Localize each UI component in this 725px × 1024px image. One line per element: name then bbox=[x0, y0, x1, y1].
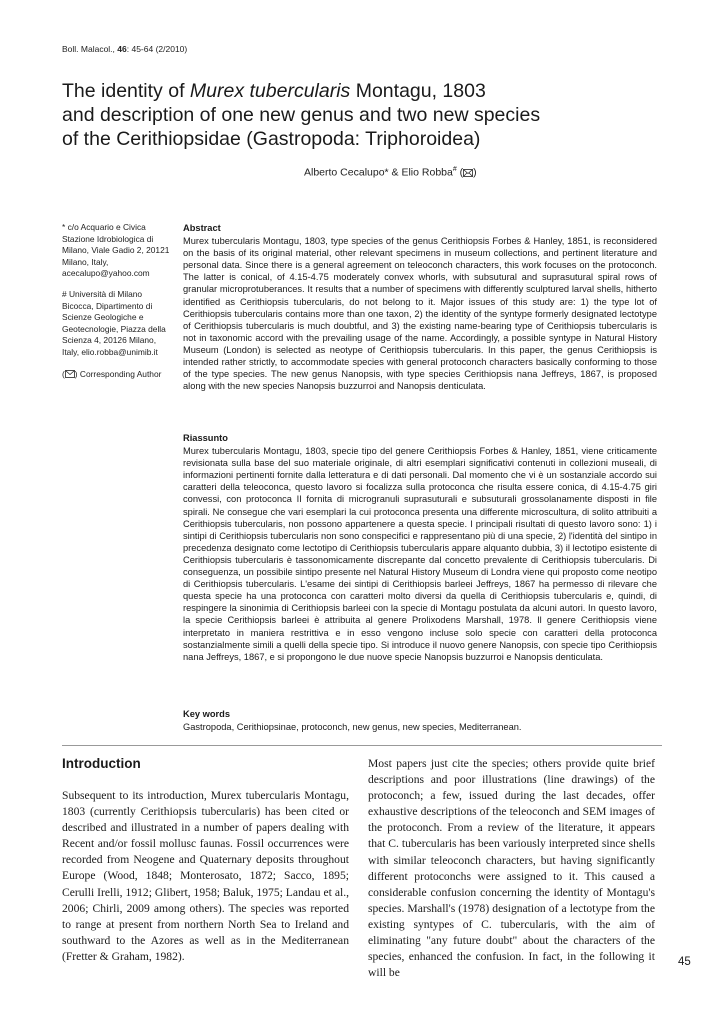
introduction-left-column: Subsequent to its introduction, Murex tubercularis Montagu, 1803 (currently Cerithiopsis tubercularis) has been cited or described and illustrated in a number of papers dealing with Recent and/or fossil mollusc faunas. Fossil occurrences were recorded from Neogene and Quaternary deposits throughout Europe (Wood, 1848; Monterosato, 1872; Sacco, 1895; Cerulli Irelli, 1912; Glibert, 1958; Baluk, 1975; Landau et al., 2006; Chirli, 2009 among others). The species was reported to range at present from northern North Sea to Ireland and southward to the Azores as well as in the Mediterranean (Fretter & Graham, 1982). bbox=[62, 789, 349, 963]
abstract-heading: Abstract bbox=[183, 223, 221, 233]
journal-citation: Boll. Malacol., 46: 45-64 (2/2010) bbox=[62, 44, 188, 54]
envelope-icon bbox=[463, 169, 473, 177]
title-line-2: and description of one new genus and two new species bbox=[62, 104, 541, 126]
title-line-3: of the Cerithiopsidae (Gastropoda: Triphoroidea) bbox=[62, 128, 481, 150]
riassunto-section bbox=[183, 432, 657, 663]
abstract-section bbox=[183, 222, 657, 392]
page-number: 45 bbox=[678, 956, 691, 968]
keywords-section bbox=[183, 708, 657, 733]
introduction-heading: Introduction bbox=[62, 756, 141, 771]
envelope-icon bbox=[65, 370, 75, 378]
riassunto-heading: Riassunto bbox=[183, 433, 228, 443]
affiliation-second: # Università di Milano Bicocca, Dipartimento di Scienze Geologiche e Geotecnologie, Piazza della Scienza 4, 20126 Milano, Italy, elio.robba@unimib.it bbox=[62, 289, 166, 357]
keywords-text: Gastropoda, Cerithiopsinae, protoconch, new genus, new species, Mediterranean. bbox=[183, 722, 522, 733]
corresponding-author-note: ( ) Corresponding Author bbox=[62, 369, 162, 379]
section-divider bbox=[62, 745, 662, 746]
paper-title: The identity of Murex tubercularis Montagu, 1803 and description of one new genus and two new species of the Cerithiopsidae (Gastropoda: Triphoroidea) bbox=[62, 80, 541, 150]
affiliation-first: * c/o Acquario e Civica Stazione Idrobiologica di Milano, Viale Gadio 2, 20121 Milano, Italy, acecalupo@yahoo.com bbox=[62, 222, 170, 278]
volume-number: 46 bbox=[117, 44, 127, 54]
keywords-heading: Key words bbox=[183, 709, 231, 719]
abstract-text: Murex tubercularis Montagu, 1803, type species of the genus Cerithiopsis Forbes & Hanley, 1851, is reconsidered on the basis of its original material, other relevant specimens in museum collections, and pertinent literature and personal data. Since there is a general agreement on teleoconch characters, this work focuses on the protoconch. The latter is conical, of 4.15-4.75 moderately convex whorls, with subsutural and suprasutural spiral rows of granular microprotuberances. It results that a number of specimens with differently sculptured larval shells, hitherto identified as Cerithiopsis tubercularis, do not belong to it. Major issues of this study are: 1) the type lot of Cerithiopsis tubercularis contains more than one taxon, 2) the identity of the syntype formerly designated lectotype of Cerithiopsis tubercularis is much doubtful, and 3) the existing name-bearing type of Cerithiopsis tubercularis is not in taxonomic accord with the prevailing usage of the name. Accordingly, a possible syntype in Natural History Museum (London) is selected as neotype of Cerithiopsis tubercularis. In this paper, the genus Cerithiopsis is intended rather strictly, to accommodate species with general protoconch characters basically conforming to those of the type species. The new genus Nanopsis, with type species Cerithiopsis nana Jeffreys, 1867, is proposed along with the new species Nanopsis buzzurroi and Nanopsis denticulata. bbox=[183, 236, 657, 392]
authors-line: Alberto Cecalupo* & Elio Robba# ( ) bbox=[304, 166, 477, 179]
title-italic-taxon: Murex tubercularis bbox=[189, 80, 351, 102]
riassunto-text: Murex tubercularis Montagu, 1803, specie tipo del genere Cerithiopsis Forbes & Hanley, 1851, viene criticamente revisionata sulla base del suo materiale originale, di altri esemplari significativi contenuti in collezioni museali, di informazioni pertinenti fornite dalla letteratura e di dati personali. Dal momento che vi è un sostanziale accordo sui caratteri della teleoconca, questo lavoro si focalizza sulla protoconca che risulta essere conica, di 4.15-4.75 giri convessi, con protoconca II fornita di microgranuli suprasuturali e subsuturali grossolanamente disposti in file spirali. Ne consegue che vari esemplari la cui protoconca presenta una differente microscultura, di solito attribuiti a Cerithiopsis tubercularis, non possono appartenere a questa specie. I principali risultati di questo lavoro sono: 1) i sintipi di Cerithiopsis tubercularis non sono conspecifici e rappresentano più di una specie, 2) l'identità del sintipo in precedenza designato come lectotipo di Cerithiopsis tubercularis appare alquanto dubbia, 3) il lectotipo esistente di Cerithiopsis tubercularis è tassonomicamente discrepante dal concetto prevalente di Cerithiopsis tubercularis. Di conseguenza, un possibile sintipo presente nel Natural History Museum di Londra viene qui proposto come neotipo di Cerithiopsis tubercularis. L'esame dei sintipi di Cerithiopsis barleei Jeffreys, 1867 ha permesso di rilevare che questa specie ha una protoconca con caratteri molto diversi da quella di Cerithiopsis tubercularis e, quindi, di respingere la sinonimia di Cerithiopsis barleei con la specie di Montagu postulata da alcuni autori. In questo lavoro, la specie Cerithiopsis barleei è attribuita al genere Prolixodens Marshall, 1978. Il genere Cerithiopsis viene interpretato in maniera restrittiva e in esso vengono incluse solo specie con caratteri della protoconca sostanzialmente simili a quelli della specie tipo. Si introduce il nuovo genere Nanopsis, con specie tipo Cerithiopsis nana Jeffreys, 1867, e si propongono le due nuove specie Nanopsis buzzurroi e Nanopsis denticulata. bbox=[183, 446, 657, 662]
introduction-right-column: Most papers just cite the species; others provide quite brief descriptions and poor illustrations (line drawings) of the protoconch; a few, issued during the last decades, offer exhaustive descriptions of the teleoconch and SEM images of the protoconch. From a review of the literature, it appears that C. tubercularis has been variously interpreted since shells with similar teleoconch characters, but having significantly different protoconchs were assigned to it. This caused a considerable confusion concerning the identity of Montagu's species. Marshall's (1978) designation of a lectotype from the existing syntypes of C. tubercularis, with the aim of eliminating "any future doubt" about the characters of the species, enhanced the confusion. In fact, in the following it will be bbox=[368, 757, 655, 980]
